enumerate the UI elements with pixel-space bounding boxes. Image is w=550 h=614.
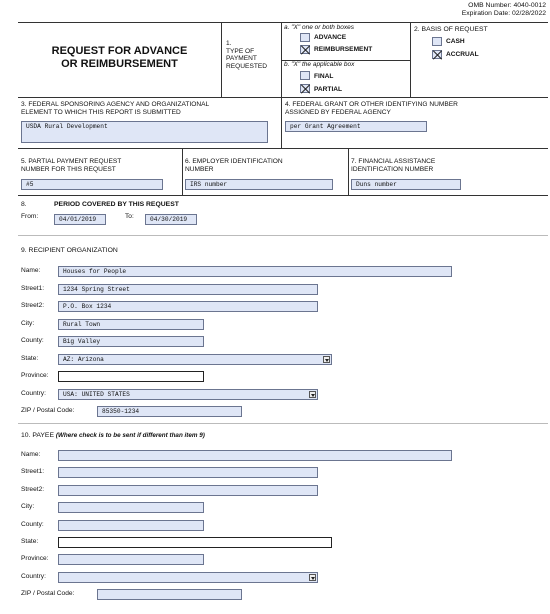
to-label: To: (125, 213, 134, 220)
item9-street2-field[interactable] (58, 301, 318, 312)
item10-name-label: Name: (21, 451, 41, 458)
cash-checkbox[interactable] (432, 37, 442, 46)
reimbursement-label: REIMBURSEMENT (314, 46, 373, 53)
partial-label: PARTIAL (314, 86, 343, 93)
item10-label: 10. PAYEE (Where check is to be sent if different than item 9) (21, 432, 205, 439)
title-line-2: OR REIMBURSEMENT (61, 58, 178, 70)
omb-number: OMB Number: 4040-0012 (468, 2, 546, 9)
instruction-b: b. "X" the applicable box (284, 61, 355, 68)
item9-country-value: USA: UNITED STATES (63, 390, 130, 398)
agency-field[interactable]: USDA Rural Development (21, 121, 268, 143)
period-from-field[interactable]: 04/01/2019 (54, 214, 106, 225)
accrual-checkbox[interactable] (432, 50, 442, 59)
type-of-payment-label: 1. TYPE OF PAYMENT REQUESTED (226, 40, 268, 70)
advance-label: ADVANCE (314, 34, 347, 41)
payment-request-number-field[interactable]: #5 (21, 179, 163, 190)
item7-label-1: 7. FINANCIAL ASSISTANCE (351, 158, 436, 165)
grant-number-field[interactable]: per Grant Agreement (285, 121, 427, 132)
chevron-down-icon[interactable] (309, 574, 316, 581)
item9-city-label: City: (21, 319, 35, 327)
item8-number: 8. (21, 201, 27, 208)
item5-label-1: 5. PARTIAL PAYMENT REQUEST (21, 158, 122, 165)
item10-city-field[interactable] (58, 502, 204, 513)
item10-county-field[interactable] (58, 520, 204, 531)
from-label: From: (21, 213, 39, 220)
item10-street1-field[interactable] (58, 467, 318, 478)
item9-state-value: AZ: Arizona (63, 355, 104, 363)
item3-label-2: ELEMENT TO WHICH THIS REPORT IS SUBMITTED (21, 109, 181, 116)
item9-street1-label: Street1: (21, 284, 45, 292)
item10-street2-label: Street2: (21, 485, 45, 493)
item8-label: PERIOD COVERED BY THIS REQUEST (54, 201, 179, 208)
item6-label-2: NUMBER (185, 166, 214, 173)
item9-zip-label: ZIP / Postal Code: (21, 407, 75, 414)
item10-country-select[interactable] (58, 572, 318, 583)
item9-county-label: County: (21, 337, 44, 344)
expiration-date: Expiration Date: 02/28/2022 (461, 10, 546, 17)
item10-note: (Where check is to be sent if different than item 9) (55, 432, 205, 439)
item9-country-label: Country: (21, 389, 46, 397)
item9-state-label: State: (21, 354, 39, 362)
item5-label-2: NUMBER FOR THIS REQUEST (21, 166, 116, 173)
reimbursement-checkbox[interactable] (300, 45, 310, 54)
item9-street2-value: P.O. Box 1234 (63, 303, 112, 310)
item9-county-value: Big Valley (63, 338, 101, 345)
item9-street1-field[interactable] (58, 284, 318, 295)
item10-state-select[interactable] (58, 537, 332, 548)
item7-label-2: IDENTIFICATION NUMBER (351, 166, 434, 173)
chevron-down-icon[interactable] (323, 356, 330, 363)
basis-label: 2. BASIS OF REQUEST (414, 26, 488, 33)
item9-name-label: Name: (21, 267, 41, 274)
item9-state-select[interactable] (58, 354, 332, 365)
item10-street1-label: Street1: (21, 468, 45, 476)
item9-province-label: Province: (21, 372, 49, 379)
advance-checkbox[interactable] (300, 33, 310, 42)
period-to-field[interactable]: 04/30/2019 (145, 214, 197, 225)
item9-county-field[interactable] (58, 336, 204, 347)
form-title (18, 45, 221, 71)
item3-label-1: 3. FEDERAL SPONSORING AGENCY AND ORGANIZATIONAL (21, 101, 210, 108)
item9-label: 9. RECIPIENT ORGANIZATION (21, 247, 118, 254)
item4-label-1: 4. FEDERAL GRANT OR OTHER IDENTIFYING NUMBER (285, 101, 458, 108)
item9-city-field[interactable] (58, 319, 204, 330)
title-line-1: REQUEST FOR ADVANCE (51, 45, 188, 57)
item10-province-label: Province: (21, 555, 49, 563)
item10-country-label: Country: (21, 572, 46, 580)
item9-city-value: Rural Town (63, 320, 101, 328)
item9-name-value: Houses for People (63, 268, 127, 275)
item9-zip-field[interactable] (97, 406, 242, 417)
item10-street2-field[interactable] (58, 485, 318, 496)
item9-country-select[interactable] (58, 389, 318, 400)
item9-street2-label: Street2: (21, 302, 45, 309)
chevron-down-icon[interactable] (309, 391, 316, 398)
financial-assistance-id-field[interactable]: Duns number (351, 179, 461, 190)
instruction-a: a. "X" one or both boxes (284, 24, 355, 31)
item10-province-field[interactable] (58, 554, 204, 565)
item9-name-field[interactable] (58, 266, 452, 277)
accrual-label: ACCRUAL (446, 51, 479, 58)
item9-zip-value: 85350-1234 (102, 408, 140, 415)
item4-label-2: ASSIGNED BY FEDERAL AGENCY (285, 109, 391, 116)
item10-zip-field[interactable] (97, 589, 242, 600)
item10-state-label: State: (21, 538, 39, 545)
partial-checkbox[interactable] (300, 84, 310, 93)
item6-label-1: 6. EMPLOYER IDENTIFICATION (185, 158, 283, 165)
item10-name-field[interactable] (58, 450, 452, 461)
item10-city-label: City: (21, 503, 35, 511)
final-checkbox[interactable] (300, 71, 310, 80)
item10-zip-label: ZIP / Postal Code: (21, 590, 75, 598)
final-label: FINAL (314, 73, 334, 80)
item10-county-label: County: (21, 520, 44, 528)
cash-label: CASH (446, 38, 465, 45)
item9-province-field[interactable] (58, 371, 204, 382)
item9-street1-value: 1234 Spring Street (63, 285, 130, 293)
employer-id-field[interactable]: IRS number (185, 179, 333, 190)
